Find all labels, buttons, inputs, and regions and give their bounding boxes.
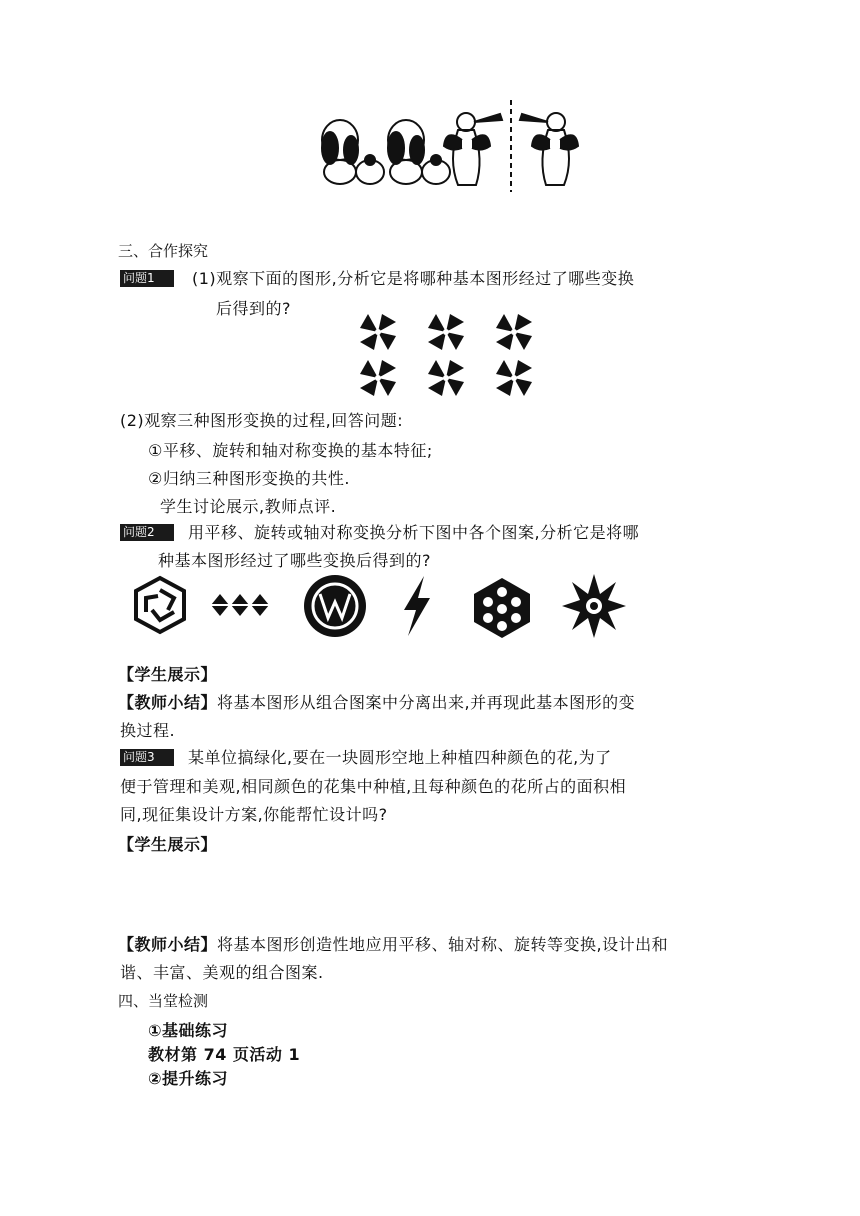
section4-item2: 教材第 74 页活动 1: [148, 1045, 301, 1064]
problem3-text-line2: 便于管理和美观,相同颜色的花集中种植,且每种颜色的花所占的面积相: [120, 777, 627, 796]
hexagon-swirl-pattern: [136, 578, 184, 632]
section4-item3: ②提升练习: [148, 1069, 229, 1088]
teacher-summary-1-line2: 换过程.: [120, 721, 176, 740]
pinwheel-column-2: [428, 314, 464, 396]
teacher-summary-1-line1: [118, 690, 635, 713]
pinwheel-figures: [354, 308, 544, 404]
teacher-summary-1-label: 【教师小结】: [118, 693, 218, 712]
angel-figure-left: [444, 113, 502, 185]
part2-item1: ①平移、旋转和轴对称变换的基本特征;: [148, 441, 433, 460]
vw-logo-pattern: [304, 575, 366, 637]
student-show-label-1: 【学生展示】: [118, 665, 218, 684]
problem2-text-line2: 种基本图形经过了哪些变换后得到的?: [158, 551, 431, 570]
problem3-text-line1: 某单位搞绿化,要在一块圆形空地上种植四种颜色的花,为了: [188, 748, 612, 767]
problem2-tag: 问题2: [120, 524, 174, 541]
teacher-summary-2-text: 将基本图形创造性地应用平移、轴对称、旋转等变换,设计出和: [217, 935, 669, 954]
dog-figure-2: [388, 120, 450, 184]
section-heading-3: 三、合作探究: [118, 242, 209, 260]
teacher-summary-2-label: 【教师小结】: [118, 935, 218, 954]
pinwheel-column-3: [496, 314, 532, 396]
teacher-summary-2-line2: 谐、丰富、美观的组合图案.: [120, 963, 324, 982]
star-flower-pattern: [562, 574, 626, 638]
hexagon-cluster-pattern: [474, 578, 530, 638]
problem1-text-line1: (1)观察下面的图形,分析它是将哪种基本图形经过了哪些变换: [192, 269, 635, 288]
pinwheel-column-1: [360, 314, 396, 396]
teacher-summary-1-text: 将基本图形从组合图案中分离出来,并再现此基本图形的变: [217, 693, 636, 712]
dog-figure-1: [322, 120, 384, 184]
lightning-bolt-pattern: [404, 576, 430, 636]
top-illustration: [318, 100, 563, 192]
part2-title: (2)观察三种图形变换的过程,回答问题:: [120, 411, 404, 430]
problem1-text-line2: 后得到的?: [216, 299, 291, 318]
problem3-text-line3: 同,现征集设计方案,你能帮忙设计吗?: [120, 805, 388, 824]
angel-figure-right: [520, 113, 578, 185]
part2-note: 学生讨论展示,教师点评.: [160, 497, 337, 516]
problem1-tag: 问题1: [120, 270, 174, 287]
section-heading-4: 四、当堂检测: [118, 992, 209, 1010]
teacher-summary-2-line1: [118, 932, 668, 955]
diamond-row-pattern: [208, 594, 272, 616]
student-show-label-2: 【学生展示】: [118, 835, 218, 854]
problem3-tag: 问题3: [120, 749, 174, 766]
pattern-figures: [128, 572, 628, 640]
part2-item2: ②归纳三种图形变换的共性.: [148, 469, 350, 488]
section4-item1: ①基础练习: [148, 1021, 229, 1040]
problem2-text-line1: 用平移、旋转或轴对称变换分析下图中各个图案,分析它是将哪: [188, 523, 640, 542]
